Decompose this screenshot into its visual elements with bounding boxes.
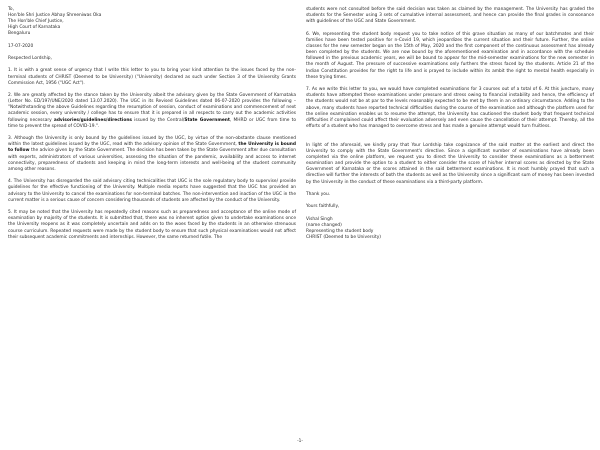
- closing-yours: Yours faithfully,: [306, 204, 340, 210]
- address-name: Hon'ble Shri Justice Abhay Shreeniwas Oka: [8, 13, 102, 19]
- salutation: Respected Lordship,: [8, 56, 52, 61]
- paragraph-5-continued: students were not consulted before the said decision was taken as claimed by the management. The University has graded the students for the Semester using 3 sets of cumulative internal assessment, and hence can provide the final grades in consonance with guidelines of the UGC and State Government.: [306, 7, 594, 25]
- closing-thanks: Thank you.: [306, 191, 331, 197]
- signature-block: [306, 217, 594, 241]
- address-city: Bengaluru: [8, 31, 31, 37]
- name-changed-note: (name changed): [306, 222, 342, 228]
- paragraph-2-bold-state: State Government: [184, 117, 230, 123]
- paragraph-4: 4. The University has disregarded the said advisory citing technicalities that UGC is the sole regulatory body to supervise/ provide guidelines for the effective functioning of the University. Multiple media reports have suggested that the UGC has provided an advisory to the University to cancel the examinations for non-terminal batches. The non-intervention and inaction of the UGC in the current matter is a serious cause of concern considering thousands of students are affected by the conduct of the University.: [8, 179, 296, 203]
- page-number: -1-: [297, 439, 303, 444]
- paragraph-7: 7. As we write this letter to you, we would have completed examinations for 3 courses out of a total of 6. At this juncture, many students have attempted these examinations under pressure and stress owing to financial instability and hence, the efficiency of the students would not be at par to the levels reasonably expected to be met by them in an ordinary circumstance. Adding to the above, many students have reported technical difficulties during the course of the examination and although the platform used for the online examination enables us to resume the attempt, the University has cautioned the student body that frequent technical difficulties if complained could affect their evaluation adversely and even cause the cancellation of their attempt. Thereby, all the efforts of a student who has managed to overcome stress and has made a genuine attempt would turn fruitless.: [306, 87, 594, 130]
- paragraph-prayer: In light of the aforesaid, we kindly pray that Your Lordship take cognizance of the said matter at the earliest and direct the University to comply with the State Government's directive. Since a significant number of examinations have already been completed via the online platform, we request you to direct the University to consider these examinations as a betterment examination and provide the option to a student to either consider the score of his/her internal scores as directed by the State Government of Karnataka or the scores attained in the said betterment examinations. It is most humbly prayed that such a directive will further the interests of both the students as well as the University since a significant sum of money has been invested by the University in the conduct of these examinations via a third-party platform.: [306, 142, 594, 185]
- recipient-address: [8, 7, 296, 37]
- paragraph-2-bold-advisories: advisories/guidelines/directions: [53, 117, 132, 123]
- paragraph-5: 5. It may be noted that the University has repeatedly cited reasons such as preparedness and acceptance of the online mode of examination by majority of the students. It is submitted that, there was no inherent option given to undertake examinations once the University reopens as it was completely uncertain and adds on to the woes faced by the students in an otherwise strenuous course curriculum. Repeated requests were made by the student body to ensure that such physical examinations would not affect their subsequent academic commitments and internships. However, the same returned futile. The: [8, 210, 296, 240]
- paragraph-6: 6. We, representing the student body request you to take notice of this grave situation as many of our batchmates and their families have been tested positive for n-Covid 19, which jeopardizes the current situation and their future. Further, the online classes for the new semester began on the 15th of May, 2020 and the first component of the continuous assessment has already been completed by the students. We are now bound by the aforementioned examination and in accordance with the schedule followed in the previous academic years, we will be bound to appear for the mid-semester examinations for the new semester in the month of August. The pressure of successive examinations only furthers the stress faced by the students. Article 21 of the Indian Constitution provides for the right to life and is prayed to include within its ambit the right to mental health especially in these trying times.: [306, 31, 594, 80]
- paragraph-3: [8, 136, 296, 173]
- institution-line: CHRIST (Deemed to be University): [306, 234, 381, 240]
- paragraph-2-end: , MHRD or UGC from time to time to prevent the spread of COVID-19.".: [8, 117, 296, 129]
- address-role: The Hon'ble Chief Justice,: [8, 19, 64, 25]
- paragraph-3-text-a: 3. Although the University is only bound by the guidelines issued by the UGC, by virtue of the non-obstante clause mentioned within the latest guidelines issued by the UGC, read with the advisory opinion of the State Government,: [8, 136, 296, 148]
- paragraph-2: [8, 93, 296, 130]
- paragraph-1: 1. It is with a great sense of urgency that I write this letter to you to bring your kind attention to the issues faced by the non-terminal students of CHRIST (Deemed to be University) ("University) declared as such under Section 3 of the University Grants Commission Act, 1956 ("UGC Act").: [8, 68, 296, 86]
- paragraph-3-bold: the University is bound to follow: [8, 142, 297, 154]
- paragraph-2-text: 2. We are greatly affected by the stance taken by the University albeit the advisory given by the State Government of Karnataka (Letter No. ED/197/UNE/2020 dated 13.07.2020). The UGC in its Revised Guidelines dated 06-07-2020 provides the following – "Notwithstanding the above Guidelines regarding the resumption of session, conduct of examinations and commencement of next academic session, every university / college has to ensure that it is prepared in all respects to carry out the academic activities following necessary: [8, 93, 296, 123]
- signatory-name: Vishal Singh: [306, 216, 333, 222]
- address-to: To,: [8, 7, 14, 12]
- address-court: High Court of Karnataka: [8, 25, 61, 31]
- paragraph-2-mid: issued by the Central/: [134, 117, 185, 123]
- letter-date: 17-07-2020: [8, 43, 34, 49]
- paragraph-3-text-b: the advice given by the State Government. The decision has been taken by the State Government after due consultation with experts, administrators of various universities, assessing the situation of the pandemic, availability and access to internet connectivity, preparedness of students and keeping in mind the long-term interests and well-being of the student community among other reasons.: [8, 148, 296, 172]
- right-column: [306, 7, 594, 241]
- representing-line: Representing the student body: [306, 228, 374, 234]
- left-column: [8, 7, 296, 247]
